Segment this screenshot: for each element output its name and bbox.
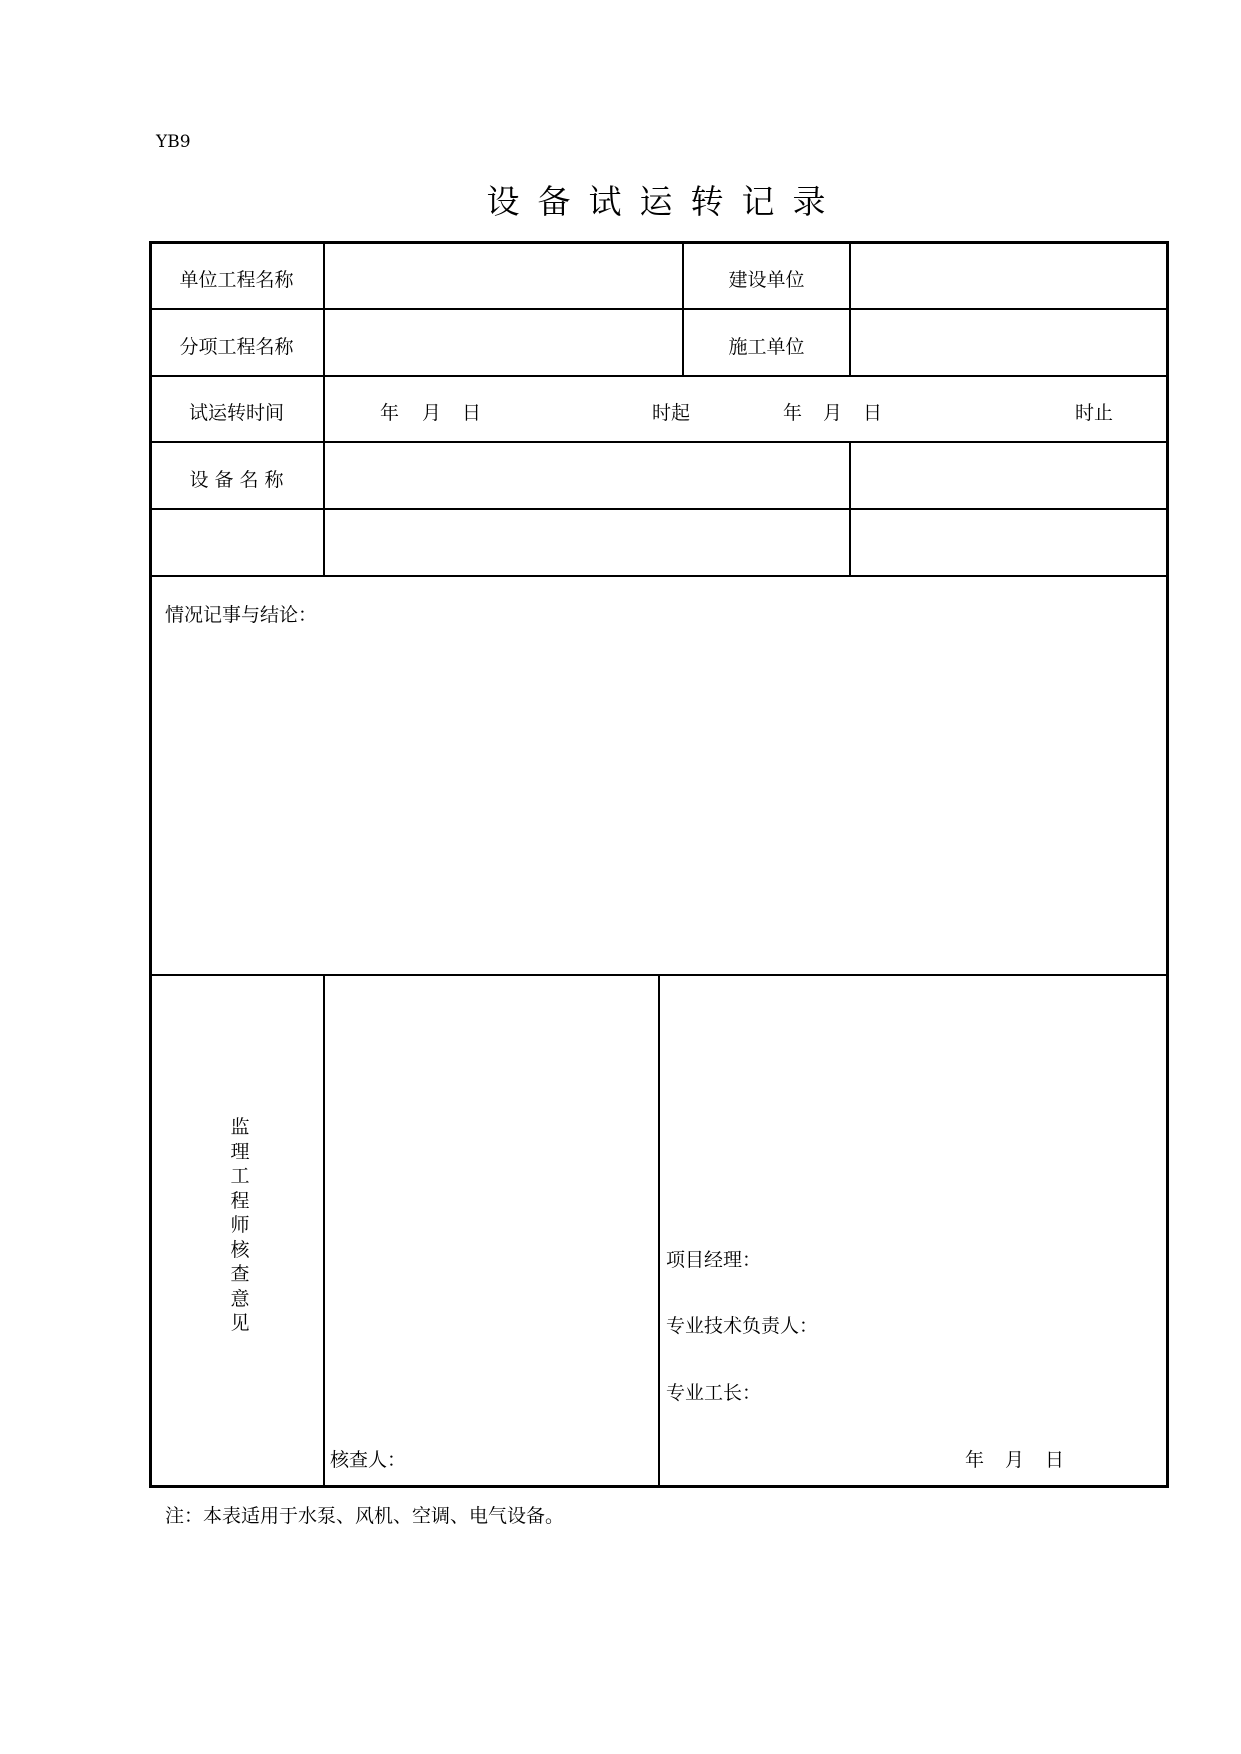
supervisor-opinion-label: 监理工程师核查意见 bbox=[230, 1116, 250, 1334]
start-year-label: 年 bbox=[380, 402, 400, 424]
equipment-name-field[interactable] bbox=[325, 443, 849, 508]
form-title: 设备试运转记录 bbox=[486, 182, 844, 221]
sign-year-label: 年 bbox=[965, 1449, 985, 1471]
start-month-label: 月 bbox=[422, 402, 442, 424]
sign-month-label: 月 bbox=[1005, 1449, 1025, 1471]
unit-project-name-label: 单位工程名称 bbox=[179, 269, 294, 291]
blank-label-cell[interactable] bbox=[150, 510, 323, 575]
end-year-label: 年 bbox=[783, 402, 803, 424]
construction-unit-field[interactable] bbox=[851, 244, 1167, 308]
row-divider bbox=[150, 575, 1168, 577]
end-month-label: 月 bbox=[823, 402, 843, 424]
checker-label: 核查人： bbox=[330, 1449, 407, 1471]
equipment-extra-field[interactable] bbox=[851, 443, 1167, 508]
tech-lead-label: 专业技术负责人： bbox=[666, 1315, 819, 1337]
blank-field[interactable] bbox=[325, 510, 849, 575]
col-divider bbox=[658, 975, 660, 1486]
start-day-label: 日 bbox=[462, 402, 482, 424]
sub-project-name-field[interactable] bbox=[325, 310, 682, 375]
unit-project-name-field[interactable] bbox=[325, 244, 682, 308]
sub-project-name-label: 分项工程名称 bbox=[179, 336, 294, 358]
blank-extra-field[interactable] bbox=[851, 510, 1167, 575]
builder-unit-label: 施工单位 bbox=[728, 336, 805, 358]
end-day-label: 日 bbox=[863, 402, 883, 424]
footnote: 注：本表适用于水泵、风机、空调、电气设备。 bbox=[165, 1505, 565, 1527]
trial-run-time-label: 试运转时间 bbox=[188, 402, 284, 424]
form-code: YB9 bbox=[156, 132, 191, 152]
row-divider bbox=[150, 375, 1168, 377]
records-conclusion-label: 情况记事与结论： bbox=[165, 604, 318, 626]
builder-unit-field[interactable] bbox=[851, 310, 1167, 375]
records-conclusion-area[interactable] bbox=[152, 630, 1166, 970]
end-hour-label: 时止 bbox=[1075, 402, 1114, 424]
start-hour-label: 时起 bbox=[652, 402, 691, 424]
construction-unit-label: 建设单位 bbox=[728, 269, 805, 291]
project-manager-label: 项目经理： bbox=[666, 1249, 762, 1271]
foreman-label: 专业工长： bbox=[666, 1382, 762, 1404]
sign-day-label: 日 bbox=[1045, 1449, 1065, 1471]
equipment-name-label: 设 备 名 称 bbox=[189, 469, 284, 491]
supervisor-opinion-area[interactable] bbox=[325, 976, 658, 1436]
